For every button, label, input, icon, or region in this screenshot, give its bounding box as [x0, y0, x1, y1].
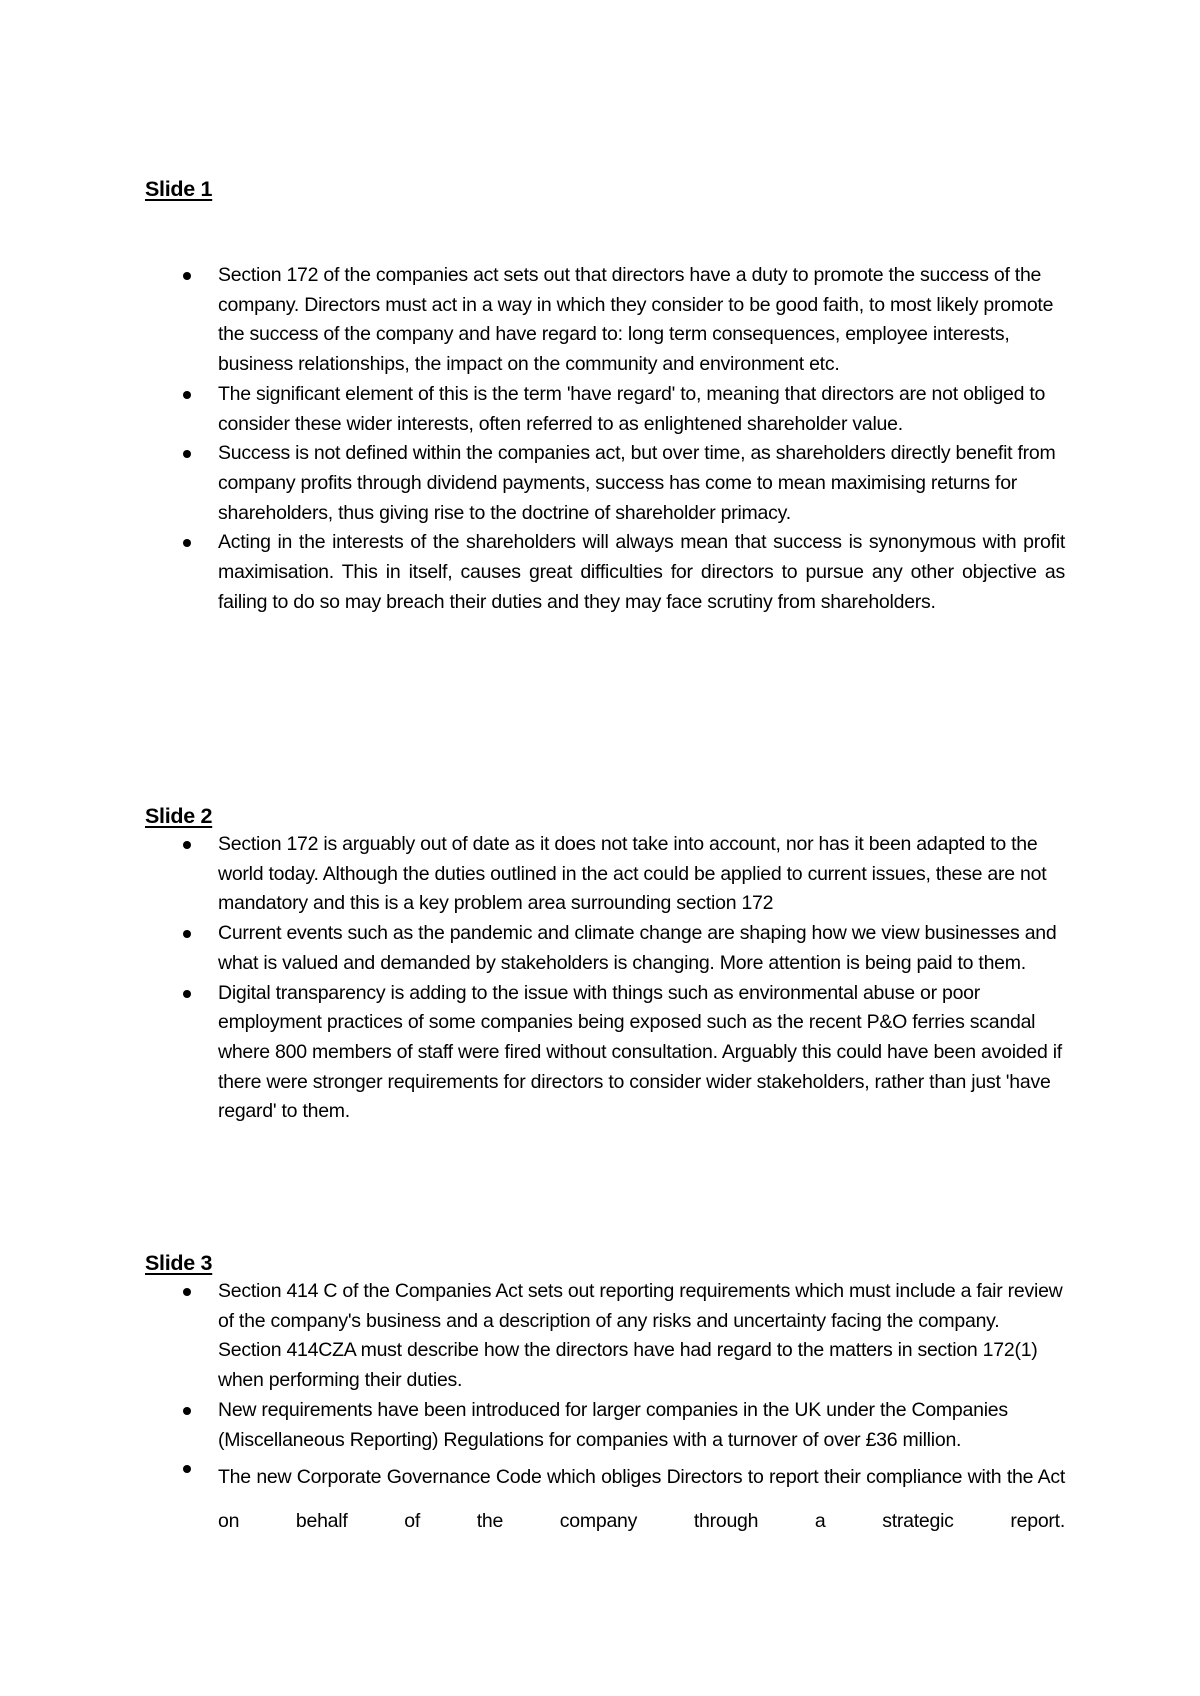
- bullet-text: Section 414 C of the Companies Act sets out reporting requirements which must include a fair review of the company's business and a description of any risks and uncertainty facing the company. Section 414CZA must describe how the directors have had regard to the matters in section 172(1) when performing their duties.: [218, 1280, 1063, 1392]
- list-item: [145, 380, 1065, 439]
- bullet-text: New requirements have been introduced for larger companies in the UK under the Companies (Miscellaneous Reporting) Regulations for companies with a turnover of over £36 million.: [218, 1398, 1008, 1451]
- slide-2-section: [145, 801, 1065, 1127]
- list-item: [145, 919, 1065, 978]
- bullet-icon: [183, 272, 191, 280]
- list-item: [145, 1396, 1065, 1455]
- list-item: [145, 830, 1065, 919]
- bullet-text: Section 172 is arguably out of date as it does not take into account, nor has it been adapted to the world today. Although the duties outlined in the act could be applied to current issues, these are not mandatory and this is a key problem area surrounding section 172: [218, 833, 1047, 915]
- list-item: [145, 979, 1065, 1128]
- list-item: [145, 439, 1065, 528]
- list-item: [145, 528, 1065, 617]
- bullet-icon: [183, 391, 191, 399]
- bullet-icon: [183, 1288, 191, 1296]
- list-item: [145, 261, 1065, 380]
- bullet-icon: [183, 1407, 191, 1415]
- bullet-text: Acting in the interests of the shareholders will always mean that success is synonymous with profit maximisation. This in itself, causes great difficulties for directors to pursue any other objective as failing to do so may breach their duties and they may face scrutiny from shareholders.: [218, 531, 1065, 613]
- bullet-text: Success is not defined within the companies act, but over time, as shareholders directly benefit from company profits through dividend payments, success has come to mean maximising returns for shareholders, thus giving rise to the doctrine of shareholder primacy.: [218, 442, 1056, 524]
- bullet-icon: [183, 841, 191, 849]
- bullet-text: The new Corporate Governance Code which obliges Directors to report their compliance with the Act on behalf of the company through a strategic report.: [218, 1466, 1065, 1533]
- bullet-icon: [183, 539, 191, 547]
- slide-1-bullet-list: [145, 261, 1065, 617]
- list-item: [145, 1455, 1065, 1543]
- slide-2-heading: Slide 2: [145, 804, 213, 828]
- bullet-icon: [183, 1465, 191, 1473]
- slide-1-section: [145, 174, 1065, 617]
- bullet-icon: [183, 990, 191, 998]
- slide-1-heading: Slide 1: [145, 177, 213, 201]
- slide-3-section: [145, 1248, 1065, 1543]
- bullet-icon: [183, 450, 191, 458]
- bullet-icon: [183, 930, 191, 938]
- slide-3-heading: Slide 3: [145, 1251, 213, 1275]
- bullet-text: Current events such as the pandemic and climate change are shaping how we view businesses and what is valued and demanded by stakeholders is changing. More attention is being paid to them.: [218, 922, 1057, 974]
- list-item: [145, 1277, 1065, 1396]
- slide-2-bullet-list: [145, 830, 1065, 1127]
- slide-3-bullet-list: [145, 1277, 1065, 1543]
- bullet-text: Digital transparency is adding to the issue with things such as environmental abuse or poor employment practices of some companies being exposed such as the recent P&O ferries scandal where 800 members of staff were fired without consultation. Arguably this could have been avoided if there were stronger requirements for directors to consider wider stakeholders, rather than just 'have regard' to them.: [218, 981, 1062, 1123]
- bullet-text: The significant element of this is the term 'have regard' to, meaning that directors are not obliged to consider these wider interests, often referred to as enlightened shareholder value.: [218, 382, 1046, 435]
- bullet-text: Section 172 of the companies act sets out that directors have a duty to promote the success of the company. Directors must act in a way in which they consider to be good faith, to most likely promote the success of the company and have regard to: long term consequences, employee interests, business relationships, the impact on the community and environment etc.: [218, 264, 1054, 376]
